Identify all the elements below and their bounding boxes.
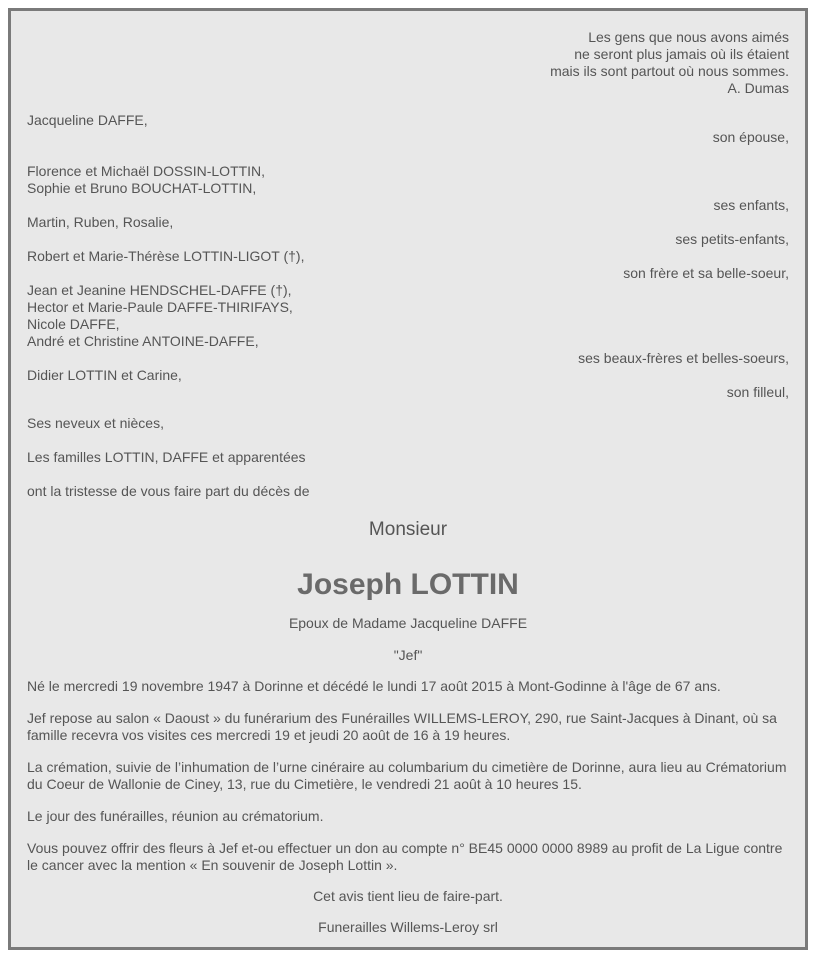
spouse-line: Epoux de Madame Jacqueline DAFFE bbox=[288, 615, 528, 631]
birth-death-paragraph: Né le mercredi 19 novembre 1947 à Dorinne et décédé le lundi 17 août 2015 à Mont-Godinne à l'âge de 67 ans. bbox=[27, 678, 721, 694]
gathering-paragraph: Le jour des funérailles, réunion au crématorium. bbox=[27, 808, 324, 824]
wife-name: Jacqueline DAFFE, bbox=[27, 112, 148, 128]
child-name: Sophie et Bruno BOUCHAT-LOTTIN, bbox=[27, 180, 257, 196]
children-role: ses enfants, bbox=[713, 197, 789, 213]
deceased-title: Monsieur bbox=[368, 519, 448, 540]
child-name: Florence et Michaël DOSSIN-LOTTIN, bbox=[27, 163, 266, 179]
visitation-paragraph: Jef repose au salon « Daoust » du funérarium des Funérailles WILLEMS-LEROY, 290, rue Saint-Jacques à Dinant, où sa famille recevra vos visites ces mercredi 19 et jeudi 20 août de 16 à 19 heures. bbox=[27, 710, 777, 743]
obituary-content bbox=[27, 29, 789, 936]
godson-role: son filleul, bbox=[726, 384, 789, 400]
announcement-line: ont la tristesse de vous faire part du décès de bbox=[27, 483, 310, 499]
quote-line: mais ils sont partout où nous sommes. bbox=[550, 63, 789, 79]
in-law-name: Hector et Marie-Paule DAFFE-THIRIFAYS, bbox=[27, 299, 293, 315]
nephews-line: Ses neveux et nièces, bbox=[27, 415, 164, 431]
in-law-name: Nicole DAFFE, bbox=[27, 316, 120, 332]
nickname: "Jef" bbox=[393, 647, 423, 663]
grandchildren-role: ses petits-enfants, bbox=[675, 231, 789, 247]
quote-line: ne seront plus jamais où ils étaient bbox=[574, 46, 789, 62]
families-line: Les familles LOTTIN, DAFFE et apparentées bbox=[27, 449, 306, 465]
wife-role: son épouse, bbox=[712, 129, 789, 145]
in-laws-role: ses beaux-frères et belles-soeurs, bbox=[578, 350, 789, 366]
grandchildren-names: Martin, Ruben, Rosalie, bbox=[27, 214, 174, 230]
notice-line: Cet avis tient lieu de faire-part. bbox=[313, 888, 503, 904]
deceased-name: Joseph LOTTIN bbox=[297, 568, 519, 601]
cremation-paragraph: La crémation, suivie de l’inhumation de l’urne cinéraire au columbarium du cimetière de Dorinne, aura lieu au Crématorium du Coeur de Wallonie de Ciney, 13, rue du Cimetière, le vendredi 21 août à 10 heures 15. bbox=[27, 759, 787, 792]
godson-name: Didier LOTTIN et Carine, bbox=[27, 367, 182, 383]
sibling-role: son frère et sa belle-soeur, bbox=[623, 265, 789, 281]
donation-paragraph: Vous pouvez offrir des fleurs à Jef et-ou effectuer un don au compte n° BE45 0000 0000 8989 au profit de La Ligue contre le cancer avec la mention « En souvenir de Joseph Lottin ». bbox=[27, 840, 783, 873]
in-law-name: André et Christine ANTOINE-DAFFE, bbox=[27, 333, 259, 349]
epigraph bbox=[27, 29, 789, 97]
company-signature: Funerailles Willems-Leroy srl bbox=[318, 919, 498, 935]
obituary-card bbox=[8, 8, 808, 950]
quote-line: Les gens que nous avons aimés bbox=[588, 29, 789, 45]
sibling-name: Robert et Marie-Thérèse LOTTIN-LIGOT (†), bbox=[27, 248, 305, 264]
quote-author: A. Dumas bbox=[727, 80, 789, 96]
in-law-name: Jean et Jeanine HENDSCHEL-DAFFE (†), bbox=[27, 282, 292, 298]
